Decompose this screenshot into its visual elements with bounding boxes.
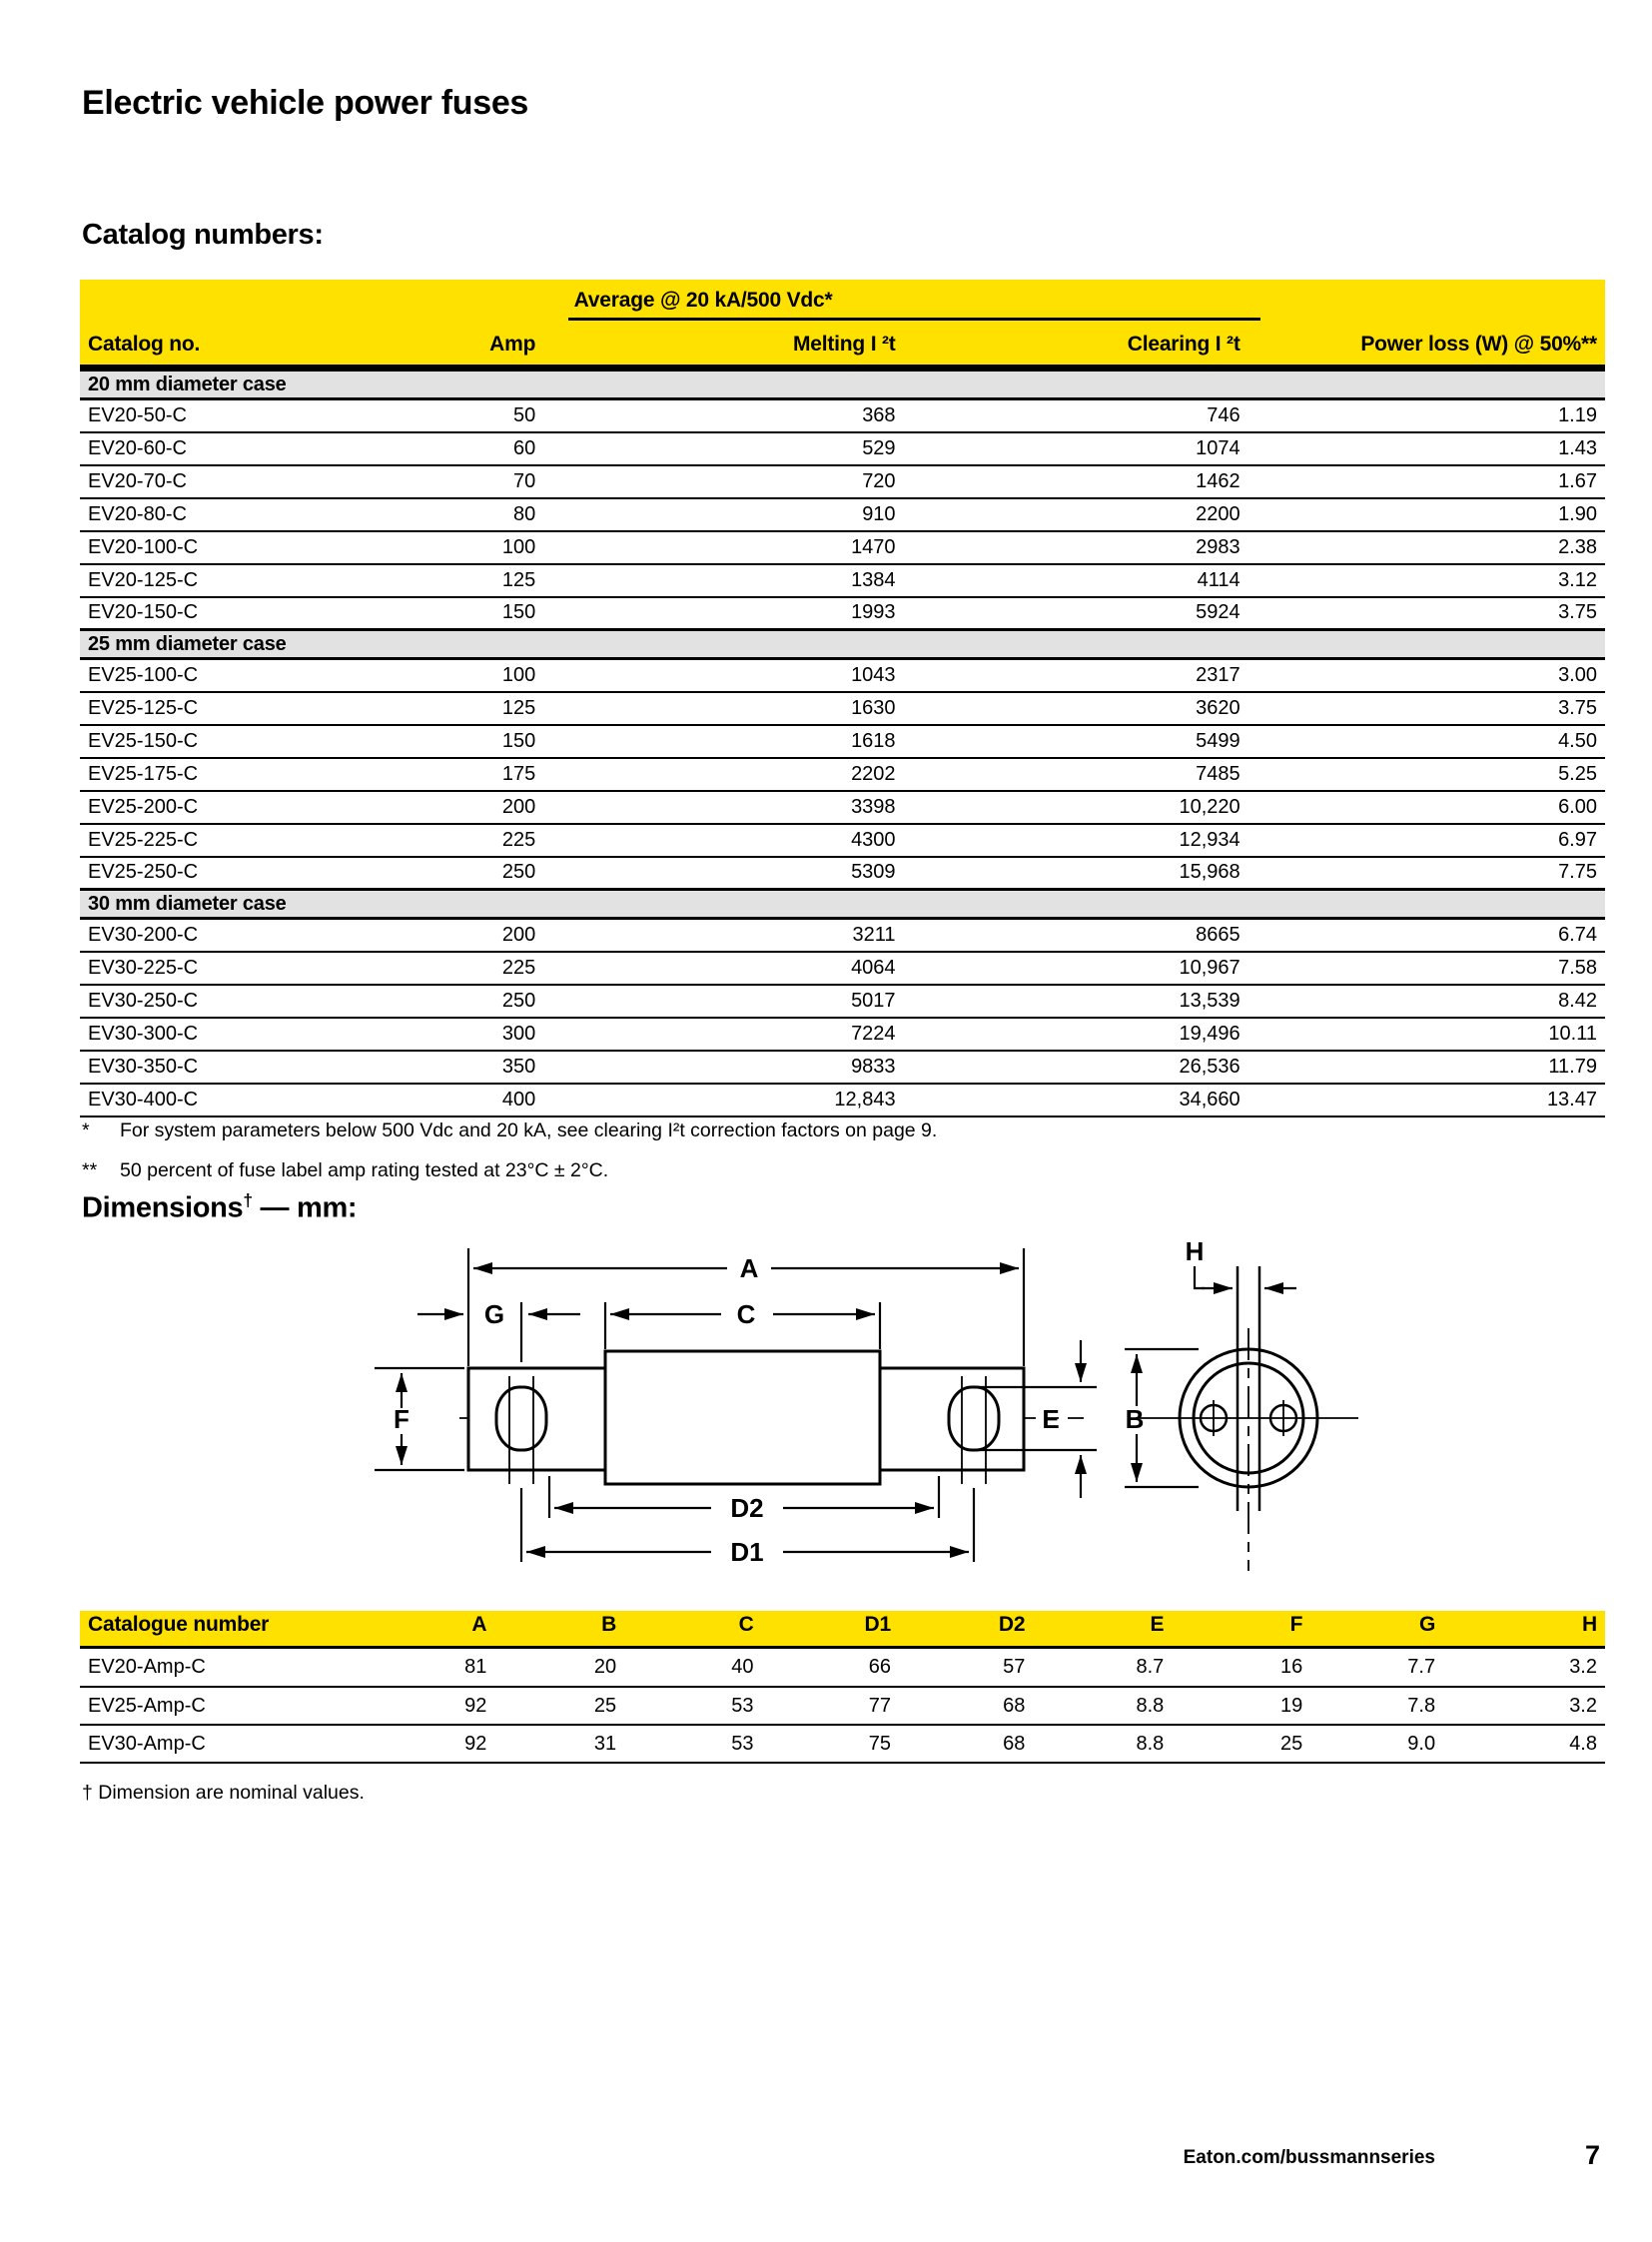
- value-cell: 16: [1172, 1649, 1310, 1687]
- catalog-number-cell: EV25-200-C: [80, 791, 355, 824]
- value-cell: 2.38: [1248, 531, 1605, 564]
- table-row: [80, 725, 1605, 758]
- value-cell: 1618: [543, 725, 903, 758]
- catalog-number-cell: EV30-250-C: [80, 985, 355, 1018]
- value-cell: 1074: [904, 432, 1248, 465]
- value-cell: 19,496: [904, 1018, 1248, 1051]
- dim-label-E: E: [1042, 1404, 1060, 1434]
- value-cell: 7224: [543, 1018, 903, 1051]
- table-row: [80, 952, 1605, 985]
- value-cell: 53: [624, 1687, 761, 1725]
- value-cell: 5309: [543, 857, 903, 890]
- catalog-table-header: [80, 280, 1605, 369]
- catalog-number-cell: EV30-350-C: [80, 1051, 355, 1084]
- value-cell: 150: [355, 597, 543, 630]
- column-header: A: [471, 1612, 487, 1636]
- catalog-number-cell: EV30-300-C: [80, 1018, 355, 1051]
- table-row: [80, 985, 1605, 1018]
- value-cell: 1.19: [1248, 399, 1605, 432]
- value-cell: 175: [355, 758, 543, 791]
- value-cell: 2202: [543, 758, 903, 791]
- table-row: [80, 659, 1605, 692]
- value-cell: 75: [762, 1725, 899, 1763]
- table-row: [80, 1051, 1605, 1084]
- dim-label-B: B: [1125, 1404, 1145, 1434]
- value-cell: 1993: [543, 597, 903, 630]
- table-row: [80, 919, 1605, 952]
- catalog-number-cell: EV20-70-C: [80, 465, 355, 498]
- table-row: [80, 692, 1605, 725]
- catalog-table: [80, 280, 1605, 1118]
- footnote-marker: **: [82, 1159, 98, 1181]
- footnote-power-loss: [82, 1158, 1530, 1182]
- catalogue-number-cell: EV20-Amp-C: [80, 1649, 362, 1687]
- value-cell: 4.50: [1248, 725, 1605, 758]
- left-blade: [468, 1368, 605, 1470]
- fuse-front-view: [468, 1351, 1024, 1484]
- value-cell: 200: [355, 791, 543, 824]
- dim-label-F: F: [394, 1404, 410, 1434]
- fuse-body: [605, 1351, 880, 1484]
- dimensions-column-headers: [80, 1611, 1605, 1649]
- value-cell: 2200: [904, 498, 1248, 531]
- value-cell: 68: [899, 1687, 1033, 1725]
- column-header: Melting I ²t: [792, 333, 896, 356]
- table-row: [80, 857, 1605, 890]
- value-cell: 3620: [904, 692, 1248, 725]
- column-header: Amp: [489, 333, 536, 356]
- dim-label-D1: D1: [730, 1537, 764, 1567]
- value-cell: 250: [355, 857, 543, 890]
- value-cell: 225: [355, 824, 543, 857]
- section-label: 30 mm diameter case: [80, 890, 1605, 919]
- value-cell: 3.2: [1443, 1649, 1605, 1687]
- dim-label-A: A: [739, 1253, 759, 1283]
- value-cell: 9833: [543, 1051, 903, 1084]
- value-cell: 68: [899, 1725, 1033, 1763]
- value-cell: 9.0: [1310, 1725, 1443, 1763]
- value-cell: 13,539: [904, 985, 1248, 1018]
- value-cell: 5499: [904, 725, 1248, 758]
- table-row: [80, 498, 1605, 531]
- column-header: Power loss (W) @ 50%**: [1360, 333, 1597, 356]
- catalog-number-cell: EV30-200-C: [80, 919, 355, 952]
- value-cell: 7.7: [1310, 1649, 1443, 1687]
- dagger-superscript: †: [243, 1190, 253, 1210]
- value-cell: 8.42: [1248, 985, 1605, 1018]
- value-cell: 368: [543, 399, 903, 432]
- value-cell: 3211: [543, 919, 903, 952]
- table-row: [80, 758, 1605, 791]
- catalog-number-cell: EV20-80-C: [80, 498, 355, 531]
- value-cell: 225: [355, 952, 543, 985]
- value-cell: 5924: [904, 597, 1248, 630]
- value-cell: 31: [494, 1725, 624, 1763]
- value-cell: 1043: [543, 659, 903, 692]
- value-cell: 1.67: [1248, 465, 1605, 498]
- table-row: [80, 1018, 1605, 1051]
- section-band: [80, 371, 1605, 399]
- catalog-number-cell: EV25-150-C: [80, 725, 355, 758]
- value-cell: 57: [899, 1649, 1033, 1687]
- dimensions-data-table: [80, 1649, 1605, 1764]
- footer-url: Eaton.com/bussmannseries: [1183, 2147, 1435, 2168]
- value-cell: 8665: [904, 919, 1248, 952]
- value-cell: 4064: [543, 952, 903, 985]
- value-cell: 25: [494, 1687, 624, 1725]
- value-cell: 5017: [543, 985, 903, 1018]
- value-cell: 4.8: [1443, 1725, 1605, 1763]
- column-header: B: [601, 1612, 617, 1636]
- value-cell: 34,660: [904, 1084, 1248, 1117]
- value-cell: 4114: [904, 564, 1248, 597]
- dim-label-D2: D2: [730, 1493, 764, 1523]
- fuse-dimension-diagram: [250, 1236, 1498, 1636]
- dimensions-table: [80, 1611, 1605, 1764]
- column-header: D1: [864, 1612, 891, 1636]
- footnote-melting: [82, 1119, 1530, 1142]
- table-row: [80, 531, 1605, 564]
- column-header: E: [1150, 1612, 1165, 1636]
- column-header: F: [1289, 1612, 1303, 1636]
- footnote-text: For system parameters below 500 Vdc and 20 kA, see clearing I²t correction factors on page 9.: [120, 1120, 938, 1141]
- catalogue-number-cell: EV25-Amp-C: [80, 1687, 362, 1725]
- value-cell: 20: [494, 1649, 624, 1687]
- value-cell: 200: [355, 919, 543, 952]
- value-cell: 53: [624, 1725, 761, 1763]
- value-cell: 910: [543, 498, 903, 531]
- value-cell: 1462: [904, 465, 1248, 498]
- value-cell: 3.75: [1248, 597, 1605, 630]
- value-cell: 10,967: [904, 952, 1248, 985]
- column-header: Catalogue number: [88, 1612, 270, 1636]
- catalog-number-cell: EV30-225-C: [80, 952, 355, 985]
- value-cell: 100: [355, 531, 543, 564]
- value-cell: 1470: [543, 531, 903, 564]
- value-cell: 7.58: [1248, 952, 1605, 985]
- dimensions-footnote: † Dimension are nominal values.: [82, 1782, 365, 1804]
- section-label: 25 mm diameter case: [80, 630, 1605, 659]
- value-cell: 125: [355, 692, 543, 725]
- value-cell: 70: [355, 465, 543, 498]
- value-cell: 7.75: [1248, 857, 1605, 890]
- value-cell: 720: [543, 465, 903, 498]
- value-cell: 10,220: [904, 791, 1248, 824]
- value-cell: 100: [355, 659, 543, 692]
- value-cell: 8.8: [1033, 1725, 1172, 1763]
- value-cell: 3.2: [1443, 1687, 1605, 1725]
- column-header: G: [1418, 1612, 1436, 1636]
- catalog-number-cell: EV20-50-C: [80, 399, 355, 432]
- value-cell: 13.47: [1248, 1084, 1605, 1117]
- value-cell: 77: [762, 1687, 899, 1725]
- column-header: H: [1581, 1612, 1597, 1636]
- catalog-number-cell: EV20-60-C: [80, 432, 355, 465]
- value-cell: 150: [355, 725, 543, 758]
- catalog-number-cell: EV20-100-C: [80, 531, 355, 564]
- value-cell: 2983: [904, 531, 1248, 564]
- value-cell: 5.25: [1248, 758, 1605, 791]
- catalog-number-cell: EV25-125-C: [80, 692, 355, 725]
- catalog-numbers-heading: Catalog numbers:: [82, 219, 324, 251]
- value-cell: 8.7: [1033, 1649, 1172, 1687]
- value-cell: 1.43: [1248, 432, 1605, 465]
- footnote-text: 50 percent of fuse label amp rating tested at 23°C ± 2°C.: [120, 1159, 609, 1181]
- catalogue-number-cell: EV30-Amp-C: [80, 1725, 362, 1763]
- catalog-data-table: [80, 369, 1605, 1118]
- value-cell: 7.8: [1310, 1687, 1443, 1725]
- catalog-number-cell: EV30-400-C: [80, 1084, 355, 1117]
- value-cell: 1.90: [1248, 498, 1605, 531]
- column-header: C: [738, 1612, 754, 1636]
- value-cell: 15,968: [904, 857, 1248, 890]
- value-cell: 8.8: [1033, 1687, 1172, 1725]
- value-cell: 1384: [543, 564, 903, 597]
- dimensions-heading-text: Dimensions: [82, 1191, 244, 1224]
- value-cell: 81: [362, 1649, 494, 1687]
- value-cell: 529: [543, 432, 903, 465]
- value-cell: 60: [355, 432, 543, 465]
- section-band: [80, 630, 1605, 659]
- table-row: [80, 465, 1605, 498]
- catalog-number-cell: EV20-125-C: [80, 564, 355, 597]
- right-blade: [880, 1368, 1024, 1470]
- catalog-number-cell: EV20-150-C: [80, 597, 355, 630]
- column-header: D2: [998, 1612, 1026, 1636]
- section-band: [80, 890, 1605, 919]
- value-cell: 12,843: [543, 1084, 903, 1117]
- value-cell: 11.79: [1248, 1051, 1605, 1084]
- dim-F: [375, 1368, 464, 1470]
- catalog-number-cell: EV25-100-C: [80, 659, 355, 692]
- value-cell: 25: [1172, 1725, 1310, 1763]
- value-cell: 125: [355, 564, 543, 597]
- value-cell: 1630: [543, 692, 903, 725]
- value-cell: 19: [1172, 1687, 1310, 1725]
- value-cell: 6.97: [1248, 824, 1605, 857]
- table-row: [80, 1725, 1605, 1763]
- catalog-number-cell: EV25-250-C: [80, 857, 355, 890]
- dim-H: [1195, 1266, 1296, 1288]
- catalog-number-cell: EV25-175-C: [80, 758, 355, 791]
- page-title: Electric vehicle power fuses: [82, 84, 529, 122]
- table-row: [80, 824, 1605, 857]
- value-cell: 50: [355, 399, 543, 432]
- footnote-marker: *: [82, 1120, 90, 1141]
- column-header: Catalog no.: [88, 333, 201, 356]
- value-cell: 26,536: [904, 1051, 1248, 1084]
- dim-label-H: H: [1185, 1236, 1205, 1266]
- dimensions-heading-units: — mm:: [252, 1191, 358, 1224]
- value-cell: 2317: [904, 659, 1248, 692]
- value-cell: 350: [355, 1051, 543, 1084]
- value-cell: 10.11: [1248, 1018, 1605, 1051]
- page-number: 7: [1584, 2140, 1600, 2170]
- value-cell: 40: [624, 1649, 761, 1687]
- table-row: [80, 1649, 1605, 1687]
- value-cell: 3.12: [1248, 564, 1605, 597]
- value-cell: 746: [904, 399, 1248, 432]
- value-cell: 4300: [543, 824, 903, 857]
- value-cell: 92: [362, 1725, 494, 1763]
- group-header-average: Average @ 20 kA/500 Vdc*: [568, 289, 1260, 321]
- dimensions-heading: [82, 1190, 357, 1225]
- value-cell: 7485: [904, 758, 1248, 791]
- value-cell: 66: [762, 1649, 899, 1687]
- table-row: [80, 564, 1605, 597]
- value-cell: 3.00: [1248, 659, 1605, 692]
- table-row: [80, 791, 1605, 824]
- value-cell: 6.00: [1248, 791, 1605, 824]
- catalog-number-cell: EV25-225-C: [80, 824, 355, 857]
- table-row: [80, 1084, 1605, 1117]
- value-cell: 400: [355, 1084, 543, 1117]
- table-row: [80, 597, 1605, 630]
- table-row: [80, 1687, 1605, 1725]
- table-row: [80, 432, 1605, 465]
- dim-label-C: C: [736, 1299, 756, 1329]
- value-cell: 6.74: [1248, 919, 1605, 952]
- value-cell: 92: [362, 1687, 494, 1725]
- value-cell: 250: [355, 985, 543, 1018]
- dim-label-G: G: [483, 1299, 505, 1329]
- value-cell: 3398: [543, 791, 903, 824]
- catalog-column-headers: [80, 333, 1605, 365]
- value-cell: 300: [355, 1018, 543, 1051]
- column-header: Clearing I ²t: [1127, 333, 1240, 356]
- value-cell: 80: [355, 498, 543, 531]
- value-cell: 3.75: [1248, 692, 1605, 725]
- value-cell: 12,934: [904, 824, 1248, 857]
- table-row: [80, 399, 1605, 432]
- section-label: 20 mm diameter case: [80, 371, 1605, 399]
